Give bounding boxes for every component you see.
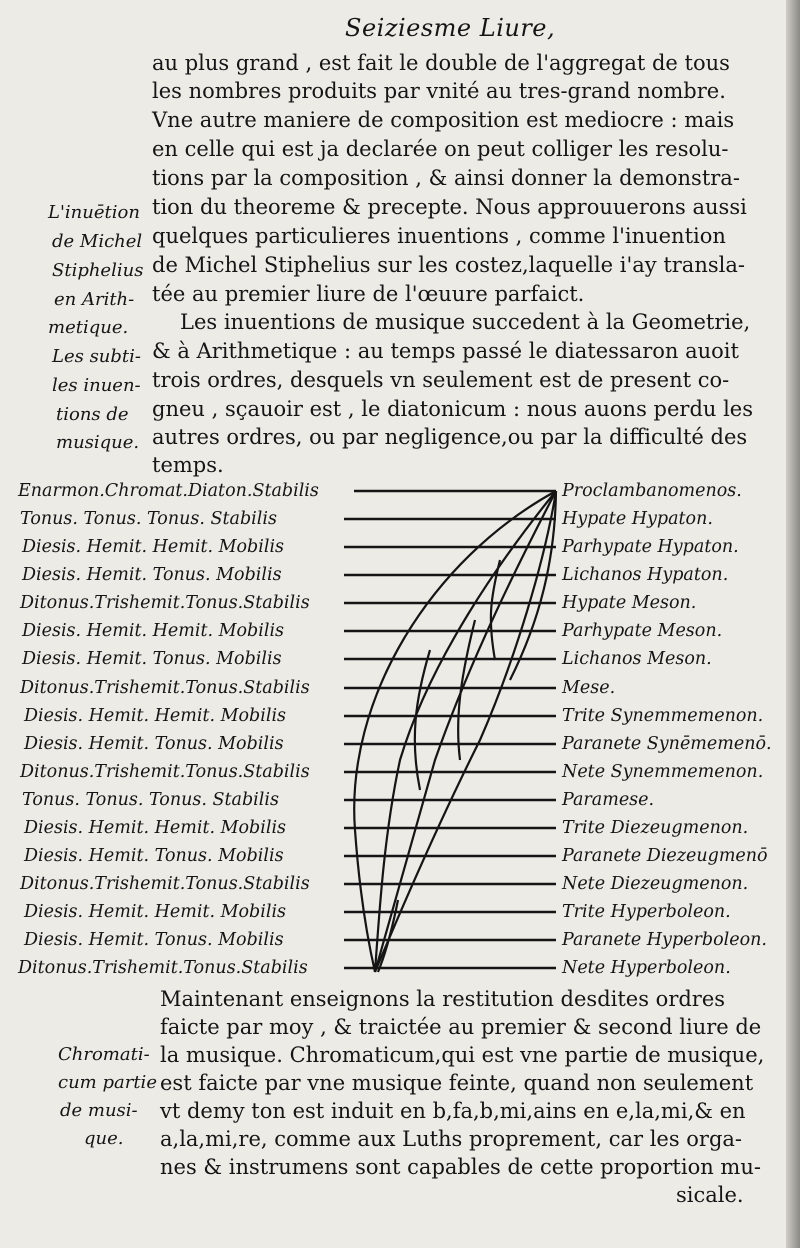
body-line: au plus grand , est fait le double de l'aggregat de tous — [152, 51, 730, 75]
table-right-label: Proclambanomenos. — [562, 481, 742, 501]
body-line: & à Arithmetique : au temps passé le diatessaron auoit — [152, 339, 739, 363]
table-right-label: Trite Hyperboleon. — [562, 902, 731, 922]
table-left-label: Diesis. Hemit. Hemit. Mobilis — [24, 902, 287, 922]
body-line: la musique. Chromaticum,qui est vne partie de musique, — [160, 1043, 765, 1067]
table-left-label: Diesis. Hemit. Tonus. Mobilis — [22, 649, 282, 669]
margin-note-line: Stiphelius — [52, 260, 144, 281]
table-right-label: Parhypate Meson. — [562, 621, 723, 641]
table-left-label: Diesis. Hemit. Hemit. Mobilis — [24, 818, 287, 838]
margin-note-line: en Arith- — [54, 289, 135, 310]
table-right-label: Parhypate Hypaton. — [562, 537, 739, 557]
table-left-label: Tonus. Tonus. Tonus. Stabilis — [22, 790, 279, 810]
body-line: faicte par moy , & traictée au premier & second liure de — [160, 1015, 762, 1039]
body-line: tions par la composition , & ainsi donner la demonstra- — [152, 166, 740, 190]
margin-note-line: que. — [84, 1128, 124, 1149]
margin-note-line: tions de — [56, 404, 129, 425]
table-left-label: Diesis. Hemit. Tonus. Mobilis — [22, 565, 282, 585]
margin-note-line: de musi- — [60, 1100, 138, 1121]
table-right-label: Trite Synemmemenon. — [562, 706, 764, 726]
body-line: tion du theoreme & precepte. Nous approuuerons aussi — [152, 195, 747, 219]
body-line: autres ordres, ou par negligence,ou par la difficulté des — [152, 425, 748, 449]
table-right-label: Hypate Meson. — [562, 593, 697, 613]
table-right-label: Hypate Hypaton. — [562, 509, 713, 529]
table-left-label: Enarmon.Chromat.Diaton.Stabilis — [18, 481, 319, 501]
table-left-label: Ditonus.Trishemit.Tonus.Stabilis — [20, 874, 310, 894]
margin-note-line: L'inuētion — [48, 202, 140, 223]
margin-note-line: metique. — [48, 317, 129, 338]
table-left-label: Diesis. Hemit. Tonus. Mobilis — [24, 930, 284, 950]
table-left-label: Diesis. Hemit. Hemit. Mobilis — [22, 537, 285, 557]
body-line: est faicte par vne musique feinte, quand non seulement — [160, 1071, 754, 1095]
body-line: Vne autre maniere de composition est mediocre : mais — [152, 108, 735, 132]
body-line: gneu , sçauoir est , le diatonicum : nous auons perdu les — [152, 397, 754, 421]
table-left-label: Ditonus.Trishemit.Tonus.Stabilis — [18, 958, 308, 978]
body-line: trois ordres, desquels vn seulement est de present co- — [152, 368, 730, 392]
margin-note-line: de Michel — [52, 231, 143, 252]
body-line: tée au premier liure de l'œuure parfaict. — [152, 282, 585, 306]
table-right-label: Paranete Hyperboleon. — [562, 930, 767, 950]
margin-note-line: musique. — [56, 432, 140, 453]
arc-curves — [354, 491, 556, 972]
table-left-label: Ditonus.Trishemit.Tonus.Stabilis — [20, 678, 310, 698]
margin-note-line: Les subti- — [52, 346, 141, 367]
running-head: Seiziesme Liure, — [345, 14, 556, 42]
table-left-label: Ditonus.Trishemit.Tonus.Stabilis — [20, 762, 310, 782]
table-right-label: Nete Hyperboleon. — [562, 958, 731, 978]
table-left-label: Diesis. Hemit. Tonus. Mobilis — [24, 734, 284, 754]
body-line: Les inuentions de musique succedent à la Geometrie, — [180, 310, 751, 334]
table-right-label: Lichanos Hypaton. — [562, 565, 729, 585]
body-line: temps. — [152, 453, 224, 477]
table-left-label: Diesis. Hemit. Tonus. Mobilis — [24, 846, 284, 866]
body-line: sicale. — [676, 1183, 744, 1207]
table-right-label: Mese. — [562, 678, 616, 698]
table-left-label: Tonus. Tonus. Tonus. Stabilis — [20, 509, 277, 529]
table-right-label: Paranete Synēmemenō. — [562, 734, 772, 754]
body-line: les nombres produits par vnité au tres-grand nombre. — [152, 79, 726, 103]
body-line: en celle qui est ja declarée on peut colliger les resolu- — [152, 137, 729, 161]
table-right-label: Lichanos Meson. — [562, 649, 712, 669]
table-right-label: Paranete Diezeugmenō — [562, 846, 768, 866]
margin-note-line: Chromati- — [58, 1044, 150, 1065]
body-line: a,la,mi,re, comme aux Luths proprement, car les orga- — [160, 1127, 743, 1151]
body-line: de Michel Stiphelius sur les costez,laquelle i'ay transla- — [152, 253, 745, 277]
table-right-label: Paramese. — [562, 790, 655, 810]
table-left-label: Diesis. Hemit. Hemit. Mobilis — [22, 621, 285, 641]
table-right-label: Trite Diezeugmenon. — [562, 818, 749, 838]
body-line: nes & instrumens sont capables de cette proportion mu- — [160, 1155, 761, 1179]
table-left-label: Diesis. Hemit. Hemit. Mobilis — [24, 706, 287, 726]
string-lines — [344, 491, 556, 968]
table-right-label: Nete Diezeugmenon. — [562, 874, 749, 894]
table-right-label: Nete Synemmemenon. — [562, 762, 764, 782]
margin-note-line: les inuen- — [52, 375, 141, 396]
margin-note-line: cum partie — [58, 1072, 157, 1093]
body-line: vt demy ton est induit en b,fa,b,mi,ains en e,la,mi,& en — [160, 1099, 746, 1123]
table-left-label: Ditonus.Trishemit.Tonus.Stabilis — [20, 593, 310, 613]
body-line: Maintenant enseignons la restitution desdites ordres — [160, 987, 726, 1011]
body-line: quelques particulieres inuentions , comme l'inuention — [152, 224, 726, 248]
